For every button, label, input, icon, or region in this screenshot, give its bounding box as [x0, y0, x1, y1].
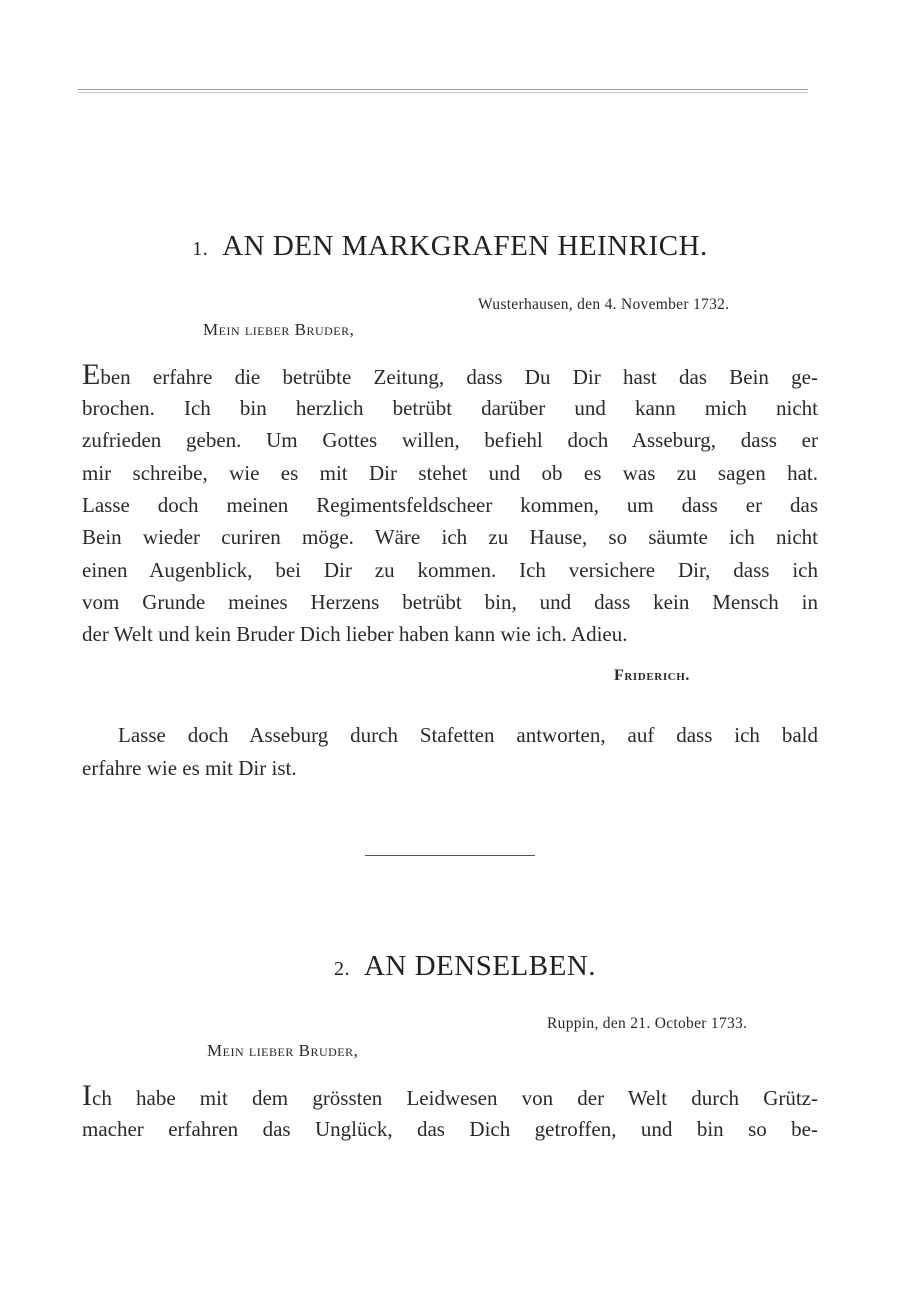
salutation: Mein lieber Bruder,: [203, 320, 355, 339]
top-rule-double: [78, 92, 808, 93]
letter-number: 1.: [192, 238, 209, 260]
letter-number: 2.: [333, 958, 350, 980]
letter-2-heading: [15, 950, 900, 983]
drop-initial: E: [82, 358, 101, 391]
signature: Friderich.: [614, 667, 691, 684]
postscript-line: Lasse doch Asseburg durch Stafetten antworten, auf dass ich bald: [118, 723, 818, 747]
place-date: Wusterhausen, den 4. November 1732.: [478, 296, 730, 313]
body-line: einen Augenblick, bei Dir zu kommen. Ich versichere Dir, dass ich: [82, 558, 818, 582]
place-date: Ruppin, den 21. October 1733.: [547, 1015, 748, 1032]
section-divider: [365, 855, 535, 856]
body-line: der Welt und kein Bruder Dich lieber haben kann wie ich. Adieu.: [82, 622, 628, 646]
drop-initial: I: [82, 1079, 92, 1112]
body-line: brochen. Ich bin herzlich betrübt darüber und kann mich nicht: [82, 396, 818, 420]
top-rule: [78, 89, 808, 90]
postscript-line: erfahre wie es mit Dir ist.: [82, 756, 297, 780]
body-line: vom Grunde meines Herzens betrübt bin, und dass kein Mensch in: [82, 590, 818, 614]
body-line: Ich habe mit dem grössten Leidwesen von der Welt durch Grütz-: [82, 1079, 818, 1112]
body-line: zufrieden geben. Um Gottes willen, befiehl doch Asseburg, dass er: [82, 428, 818, 452]
body-line: Lasse doch meinen Regimentsfeldscheer kommen, um dass er das: [82, 493, 818, 517]
letter-title: AN DENSELBEN.: [363, 950, 597, 982]
letter-title: AN DEN MARKGRAFEN HEINRICH.: [222, 230, 708, 262]
body-line: Eben erfahre die betrübte Zeitung, dass Du Dir hast das Bein ge-: [82, 358, 818, 391]
body-line: mir schreibe, wie es mit Dir stehet und ob es was zu sagen hat.: [82, 461, 818, 485]
body-line: macher erfahren das Unglück, das Dich getroffen, und bin so be-: [82, 1117, 818, 1141]
letter-1-heading: [0, 230, 900, 263]
body-line: Bein wieder curiren möge. Wäre ich zu Hause, so säumte ich nicht: [82, 525, 818, 549]
salutation: Mein lieber Bruder,: [207, 1041, 359, 1060]
